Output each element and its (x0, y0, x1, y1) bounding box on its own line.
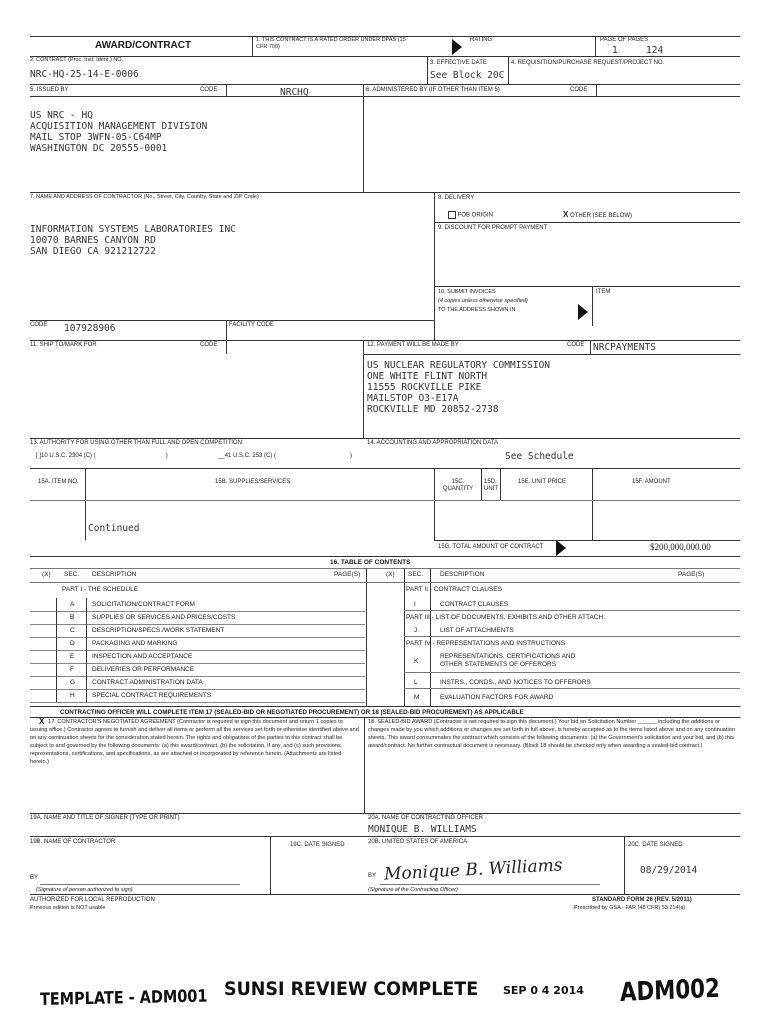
sig-officer-caption: (Signature of the Contracting Officer) (368, 887, 458, 893)
invoice-item-label: ITEM (596, 289, 611, 295)
toc-desc: SUPPLIES OR SERVICES AND PRICES/COSTS (92, 614, 236, 621)
toc-sec-j: J (414, 627, 418, 634)
toc-h-x: (X) (42, 571, 51, 578)
toc-row (30, 637, 365, 651)
contractor-code: 107928906 (64, 323, 116, 334)
contract-no-label: 2. CONTRACT (Proc. Inst. Ident.) NO. (30, 57, 124, 63)
arrow-right-icon (578, 304, 588, 320)
toc-desc-m: EVALUATION FACTORS FOR AWARD (440, 694, 554, 701)
date-signed-20c-label: 20C. DATE SIGNED (628, 842, 683, 848)
toc-part-4: PART IV - REPRESENTATIONS AND INSTRUCTIONS (406, 640, 566, 647)
toc-h-pages: PAGE(S) (334, 571, 361, 578)
col-unit-price: 15E. UNIT PRICE (518, 479, 566, 485)
toc-sec: F (70, 666, 74, 673)
payment-code-label: CODE (567, 342, 585, 348)
toc-desc: INSPECTION AND ACCEPTANCE (92, 653, 193, 660)
toc-sec-m: M (414, 694, 420, 701)
date-signed-20c: 08/29/2014 (640, 865, 698, 876)
footer-prescribed: Prescribed by GSA - FAR (48 CFR) 53.214(a) (574, 905, 686, 911)
co-name: MONIQUE B. WILLIAMS (368, 824, 477, 835)
ship-to-code-label: CODE (200, 342, 218, 348)
accounting-value: See Schedule (505, 451, 574, 462)
fob-origin-option[interactable]: FOB ORIGIN (448, 211, 493, 220)
toc-title: 16. TABLE OF CONTENTS (330, 559, 411, 566)
rating-label: RATING (470, 37, 493, 43)
toc-sec: G (70, 679, 76, 686)
template-stamp: TEMPLATE - ADM001 (39, 986, 208, 1010)
fob-checkbox[interactable] (448, 211, 456, 219)
administered-by-label: 6. ADMINISTERED BY (IF OTHER THAN ITEM 5) (366, 87, 500, 93)
by-label-20: BY (368, 873, 377, 879)
toc-sec: A (70, 601, 75, 608)
submit-invoices-address: TO THE ADDRESS SHOWN IN (438, 307, 516, 313)
toc-row (30, 663, 365, 677)
toc-row (30, 598, 365, 612)
toc-part-2: PART II - CONTRACT CLAUSES (406, 586, 502, 593)
form-title: AWARD/CONTRACT (95, 40, 192, 51)
col-item-no: 15A. ITEM NO. (38, 479, 79, 485)
total-amount-label: 15G. TOTAL AMOUNT OF CONTRACT (438, 544, 544, 550)
administered-by-code-label: CODE (570, 87, 588, 93)
issued-by-code-label: CODE (200, 87, 218, 93)
toc-sec: H (70, 692, 75, 699)
arrow-right-icon (556, 540, 566, 556)
toc-h-desc: DESCRIPTION (92, 571, 137, 578)
contract-no-value: NRC-HQ-25-14-E-0006 (30, 69, 139, 80)
co-signature: Monique B. Williams (383, 855, 563, 885)
toc-desc: SPECIAL CONTRACT REQUIREMENTS (92, 692, 212, 699)
effective-date-value: See Block 20C (430, 70, 505, 81)
toc-h-desc2: DESCRIPTION (440, 571, 485, 578)
usa-label: 20B. UNITED STATES OF AMERICA (368, 839, 468, 845)
toc-row (30, 611, 365, 625)
toc-part-3: PART III - LIST OF DOCUMENTS, EXHIBITS AND OTHER ATTACH. (406, 614, 605, 621)
footer-form: STANDARD FORM 26 (REV. 5/2011) (592, 897, 692, 903)
col-quantity: 15C. QUANTITY (442, 479, 474, 492)
facility-code-label: FACILITY CODE (229, 322, 274, 328)
item-17-text: 17. CONTRACTOR'S NEGOTIATED AGREEMENT (Contractor is required to sign this document and return 1 copies to issuing office.) Contractor agrees to furnish and deliver all items or perform all the services set forth or otherwise identified above and on any continuation sheets for the consideration stated herein. The rights and obligations of the parties to this contract shall be subject to and governed by the following documents: (a) this award/contract, (b) the solicitation, if any, and (c) such provisions, representations, certifications, and specifications, as are attached or incorporated by reference herein. (Attachments are listed herein.) (30, 719, 359, 766)
toc-desc: PACKAGING AND MARKING (92, 640, 178, 647)
col-amount: 15F. AMOUNT (632, 479, 671, 485)
toc-row (30, 650, 365, 664)
toc-desc: DELIVERIES OR PERFORMANCE (92, 666, 195, 673)
sig-contractor-caption: (Signature of person authorized to sign) (36, 887, 133, 893)
signer-label: 19A. NAME AND TITLE OF SIGNER (TYPE OR PRINT) (30, 815, 180, 821)
page-number: 1 (612, 45, 618, 56)
submit-invoices-copies: (4 copies unless otherwise specified) (438, 298, 528, 304)
sunsi-review-stamp: SUNSI REVIEW COMPLETE (224, 978, 479, 1000)
col-supplies: 15B. SUPPLIES/SERVICES (215, 479, 291, 485)
toc-row (30, 689, 365, 703)
issued-by-code: NRCHQ (280, 87, 309, 98)
co-name-label: 20A. NAME OF CONTRACTING OFFICER (368, 815, 484, 821)
toc-sec: E (70, 653, 75, 660)
effective-date-label: 3. EFFECTIVE DATE (430, 60, 487, 66)
arrow-right-icon (452, 39, 462, 55)
footer-prev: Previous edition is NOT usable (30, 905, 106, 911)
toc-sec: D (70, 640, 75, 647)
contractor-code-label: CODE (30, 322, 48, 328)
toc-desc-i: CONTRACT CLAUSES (440, 601, 509, 608)
requisition-label: 4. REQUISITION/PURCHASE REQUEST/PROJECT NO. (511, 60, 665, 66)
toc-row (30, 676, 365, 690)
submit-invoices-label: 10. SUBMIT INVOICES (438, 289, 496, 295)
authority-option-1[interactable]: [ ]10 U.S.C. 2304 (C) ( ) (36, 453, 168, 459)
footer-auth: AUTHORIZED FOR LOCAL REPRODUCTION (30, 897, 155, 903)
date-stamp: SEP 0 4 2014 (503, 984, 584, 997)
toc-row (30, 624, 365, 638)
toc-sec-i: I (414, 601, 416, 608)
toc-h-sec: SEC. (64, 571, 80, 578)
issued-by-label: 5. ISSUED BY (30, 87, 69, 93)
payment-address: US NUCLEAR REGULATORY COMMISSION ONE WHITE FLINT NORTH 11555 ROCKVILLE PIKE MAILSTOP O3-E17A ROCKVILLE MD 20852-2738 (367, 360, 551, 415)
discount-label: 9. DISCOUNT FOR PROMPT PAYMENT (438, 225, 548, 231)
item-17-check[interactable]: X (39, 717, 45, 726)
items-continued: Continued (88, 523, 140, 534)
ship-to-label: 11. SHIP TO/MARK FOR (30, 342, 97, 348)
toc-part-1: PART I - THE SCHEDULE (62, 586, 139, 593)
col-unit: 15D. UNIT (484, 479, 498, 492)
toc-desc-k2: OTHER STATEMENTS OF OFFERORS (440, 661, 557, 668)
item-18-text: 18. SEALED-BID AWARD (Contractor is not required to sign this document.) Your bid on Solicitation Number ______ including the additions or changes made by you which additions or changes are set forth in full above, is hereby accepted as to the items listed above and on any continuation sheets. This award consummates the contract which consists of the following documents: (a) the Government's solicitation and your bid, and (b) this award/contract. No further contractual document is necessary. (Block 18 should be checked only when awarding a sealed-bid contract.) (368, 719, 735, 750)
toc-sec: C (70, 627, 75, 634)
adm002-stamp: ADM002 (619, 973, 721, 1008)
date-signed-19c-label: 19C. DATE SIGNED (290, 842, 345, 848)
toc-h-pages2: PAGE(S) (678, 571, 705, 578)
total-amount-value: $200,000,000.00 (650, 542, 711, 552)
contracting-officer-note: CONTRACTING OFFICER WILL COMPLETE ITEM 17 (SEALED-BID OR NEGOTIATED PROCUREMENT) OR 18 (SEALED-BID PROCUREMENT) AS APPLICABLE (60, 709, 524, 716)
other-check-mark[interactable]: X (563, 210, 569, 219)
toc-sec-k: K (414, 658, 419, 665)
authority-option-2[interactable]: __41 U.S.C. 253 (C) ( ) (218, 453, 353, 459)
payment-label: 12. PAYMENT WILL BE MADE BY (367, 342, 459, 348)
by-label-19: BY (30, 875, 39, 881)
payment-code: NRCPAYMENTS (593, 342, 656, 353)
rated-order-label: 1. THIS CONTRACT IS A RATED ORDER UNDER DPAS (15 CFR 700) (256, 37, 406, 50)
toc-desc: SOLICITATION/CONTRACT FORM (92, 601, 195, 608)
page-count: 124 (646, 45, 664, 56)
contractor-label: 7. NAME AND ADDRESS OF CONTRACTOR (No., Street, City, Country, State and ZIP Code) (30, 194, 259, 200)
toc-h-sec2: SEC. (408, 571, 424, 578)
toc-desc: CONTRACT ADMINISTRATION DATA (92, 679, 203, 686)
toc-sec-l: L (414, 679, 418, 686)
delivery-label: 8. DELIVERY (438, 195, 475, 201)
contractor-address: INFORMATION SYSTEMS LABORATORIES INC 10070 BARNES CANYON RD SAN DIEGO CA 921212722 (30, 224, 236, 257)
contractor-name-label: 19B. NAME OF CONTRACTOR (30, 839, 116, 845)
toc-desc-j: LIST OF ATTACHMENTS (440, 627, 514, 634)
issued-by-address: US NRC - HQ ACQUISITION MANAGEMENT DIVISION MAIL STOP 3WFN-05-C64MP WASHINGTON DC 20555-0001 (30, 110, 208, 154)
delivery-other-option[interactable]: X OTHER (SEE BELOW) (563, 210, 633, 219)
toc-sec: B (70, 614, 75, 621)
toc-desc-l: INSTRS., CONDS., AND NOTICES TO OFFERORS (440, 679, 591, 686)
page-of-pages-label: PAGE OF PAGES (600, 37, 649, 43)
authority-label: 13. AUTHORITY FOR USING OTHER THAN FULL AND OPEN COMPETITION: (30, 440, 244, 446)
toc-desc: DESCRIPTION/SPECS./WORK STATEMENT (92, 627, 225, 634)
toc-desc-k1: REPRESENTATIONS, CERTIFICATIONS AND (440, 653, 576, 660)
accounting-label: 14. ACCOUNTING AND APPROPRIATION DATA (367, 440, 499, 446)
toc-h-x2: (X) (386, 571, 395, 578)
